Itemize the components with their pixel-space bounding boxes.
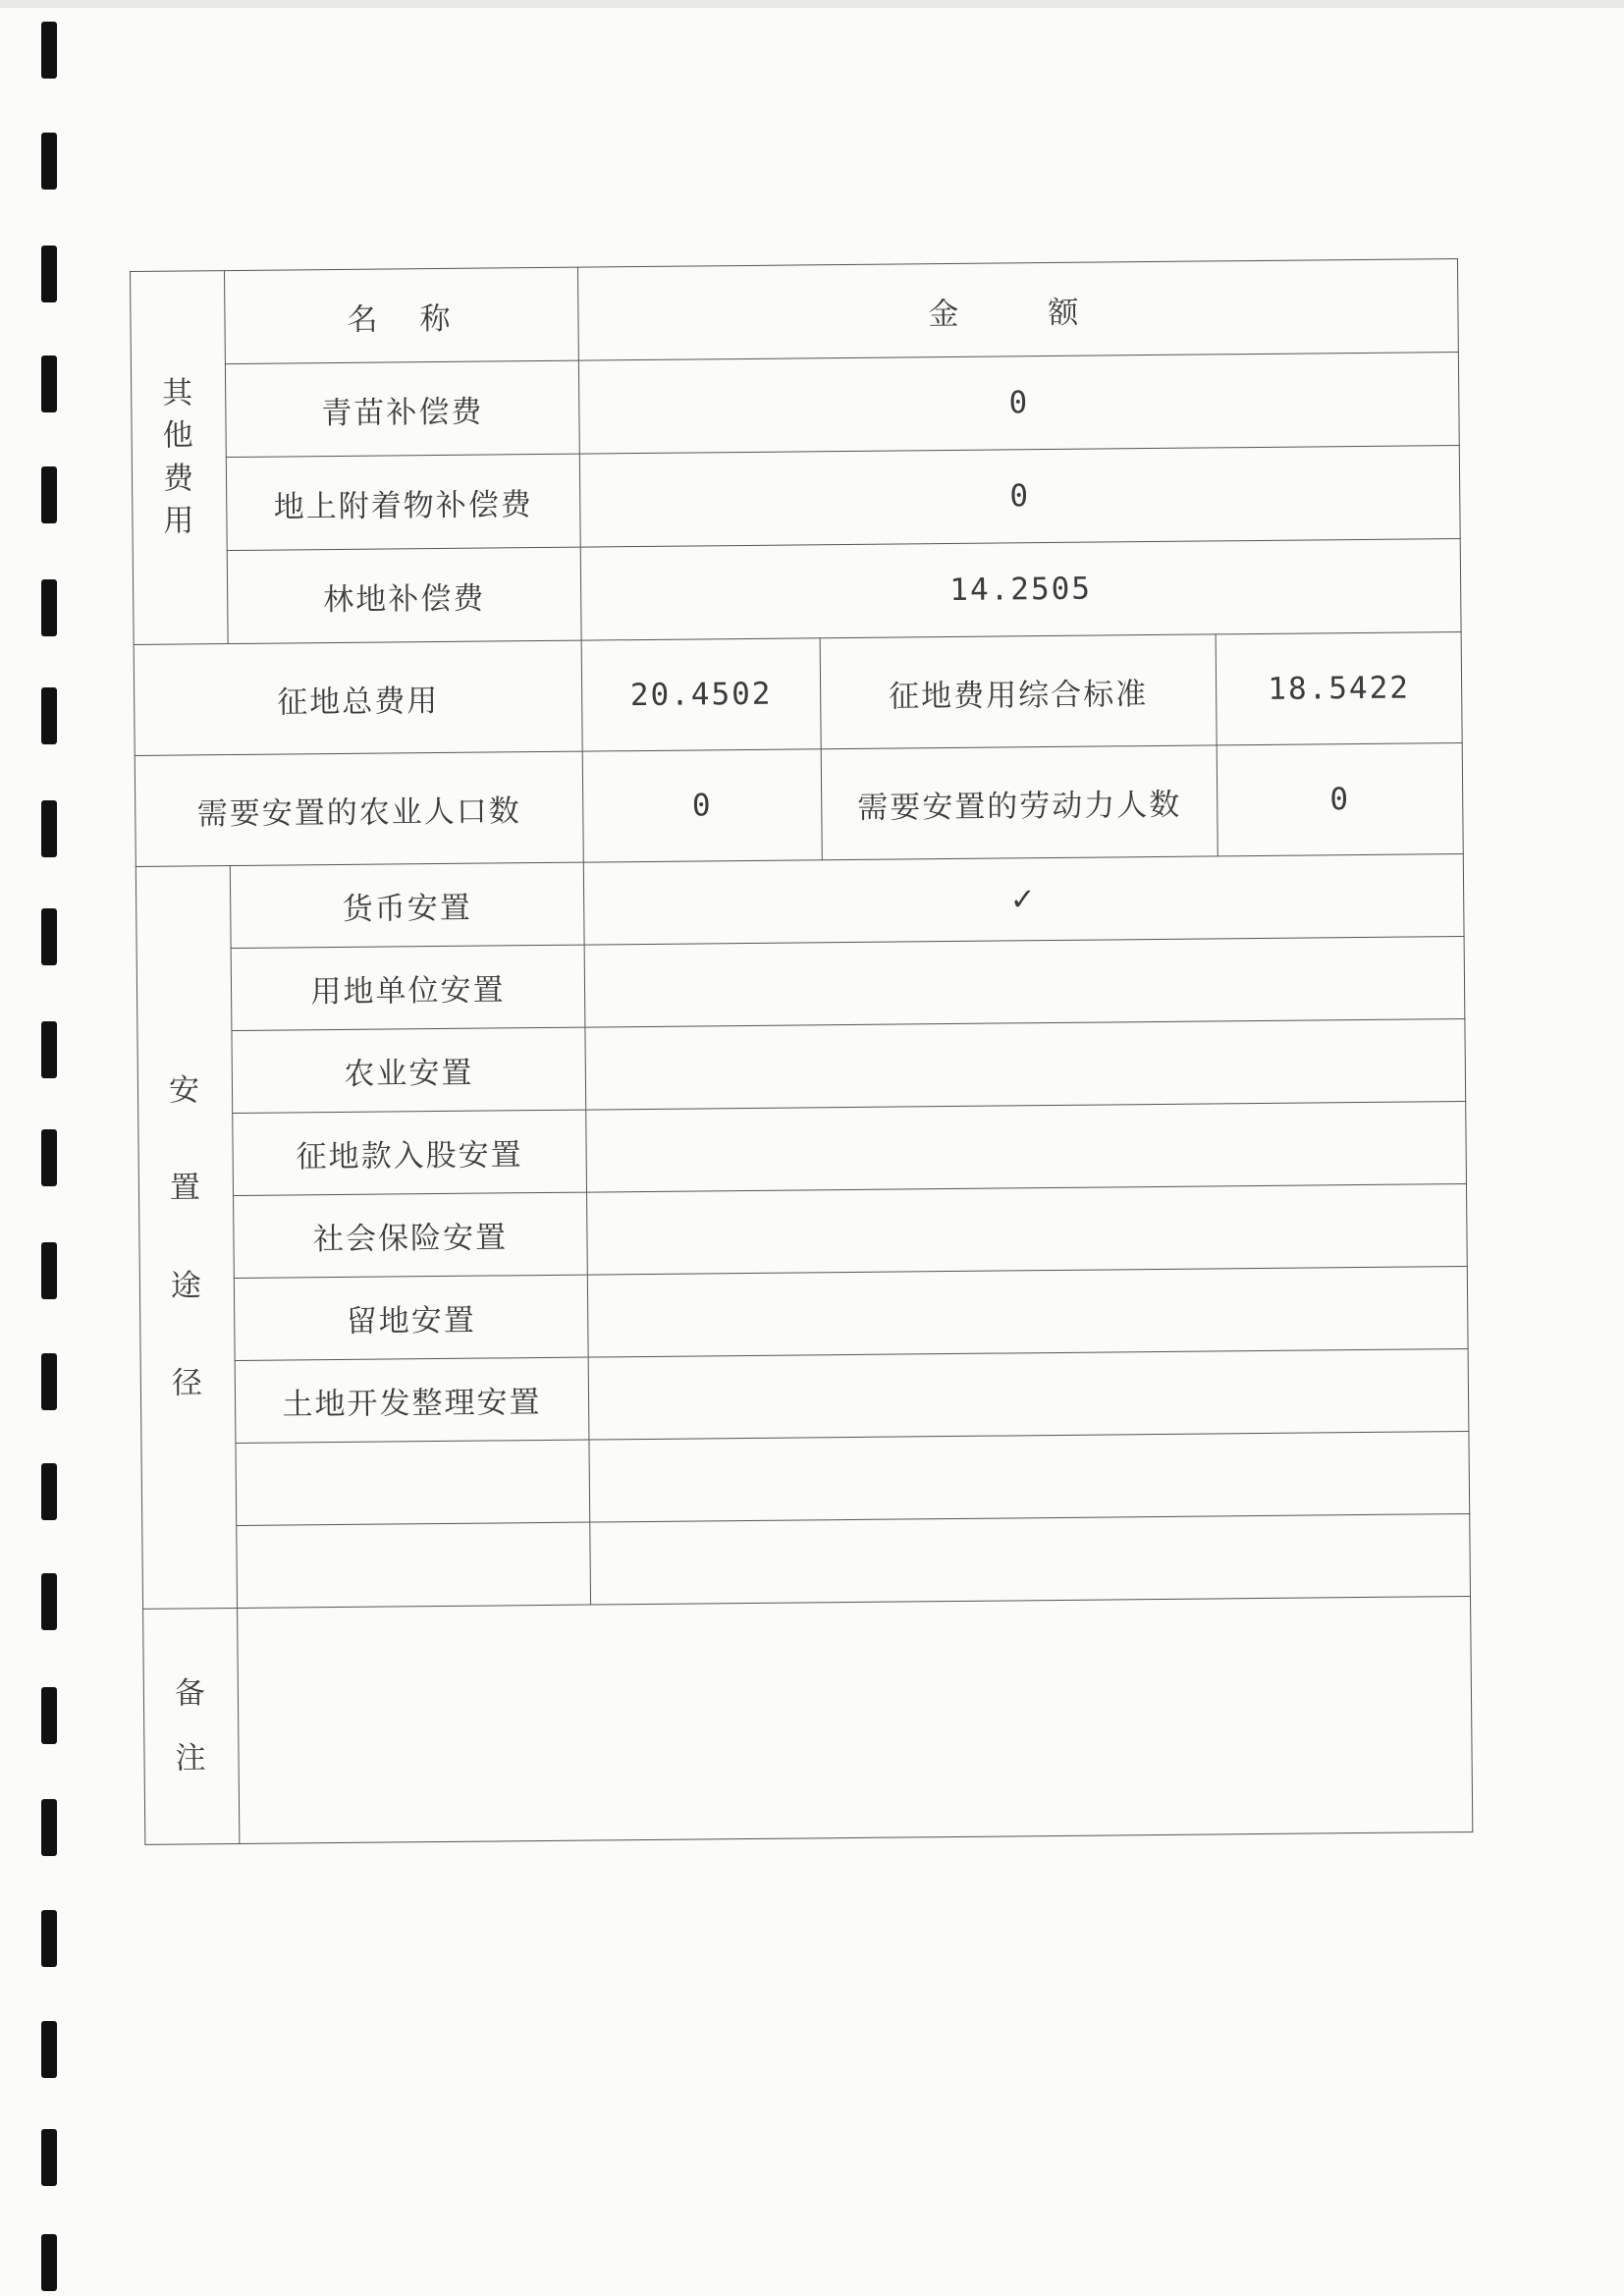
resettlement-method-value <box>587 1183 1468 1275</box>
agri-population-label: 需要安置的农业人口数 <box>135 751 583 866</box>
resettlement-method-value <box>589 1431 1470 1522</box>
other-fees-header-row <box>131 259 1459 365</box>
binding-hole <box>41 22 57 79</box>
binding-hole <box>41 2021 57 2078</box>
resettlement-row <box>135 853 1464 949</box>
binding-hole <box>41 1799 57 1856</box>
binding-hole <box>41 908 57 965</box>
section-label-char: 他 <box>162 417 195 454</box>
resettlement-row <box>139 1183 1468 1279</box>
resettlement-method-value <box>587 1266 1468 1357</box>
section-label-char: 径 <box>171 1365 205 1401</box>
resettlement-method-name: 征地款入股安置 <box>233 1110 587 1195</box>
standard-label: 征地费用综合标准 <box>820 634 1217 749</box>
total-cost-value: 20.4502 <box>581 638 821 751</box>
population-row <box>135 742 1463 866</box>
fee-amount: 0 <box>578 353 1459 455</box>
remarks-content <box>238 1596 1473 1843</box>
totals-row <box>134 631 1462 755</box>
binding-hole <box>41 246 57 302</box>
section-label-char: 安 <box>168 1072 202 1109</box>
fee-row <box>133 539 1461 645</box>
land-acquisition-form <box>130 258 1473 1845</box>
binding-hole <box>41 1242 57 1299</box>
section-label-char: 备 <box>174 1675 208 1712</box>
page-top-edge <box>0 0 1624 8</box>
resettlement-row <box>137 1018 1466 1114</box>
total-cost-label: 征地总费用 <box>134 640 582 755</box>
fee-amount: 14.2505 <box>580 539 1461 641</box>
section-label-char: 费 <box>162 460 196 497</box>
standard-value: 18.5422 <box>1216 631 1462 744</box>
remarks-section-label <box>143 1609 240 1845</box>
section-label-char: 用 <box>163 503 196 539</box>
binding-hole <box>41 1129 57 1186</box>
binding-hole <box>41 1573 57 1630</box>
amount-column-header: 金 额 <box>577 259 1458 361</box>
fee-name: 林地补偿费 <box>227 547 581 643</box>
name-column-header: 名 称 <box>225 267 579 363</box>
binding-hole <box>41 1021 57 1078</box>
binding-hole <box>41 1353 57 1410</box>
labor-count-value: 0 <box>1217 742 1463 855</box>
resettlement-method-value <box>586 1101 1467 1192</box>
binding-hole <box>41 1910 57 1967</box>
resettlement-row-blank <box>141 1431 1470 1526</box>
binding-hole <box>41 2129 57 2186</box>
fee-row <box>132 446 1460 552</box>
fee-row <box>131 353 1459 459</box>
resettlement-method-name: 用地单位安置 <box>231 945 585 1030</box>
section-label-char: 置 <box>169 1170 203 1206</box>
fee-name: 地上附着物补偿费 <box>226 454 580 550</box>
remarks-row <box>143 1596 1473 1844</box>
resettlement-row-blank <box>142 1513 1471 1609</box>
section-label-char: 注 <box>175 1739 208 1777</box>
binding-hole <box>41 355 57 412</box>
agri-population-value: 0 <box>582 749 822 862</box>
resettlement-section-label <box>135 866 237 1610</box>
resettlement-row <box>138 1101 1467 1196</box>
binding-hole <box>41 1463 57 1520</box>
binding-hole <box>41 800 57 857</box>
section-label-char: 途 <box>170 1267 204 1304</box>
resettlement-method-name: 农业安置 <box>232 1027 586 1113</box>
binding-hole <box>41 1687 57 1744</box>
section-label-char: 其 <box>162 375 195 411</box>
resettlement-method-value <box>585 1018 1466 1110</box>
resettlement-method-name: 货币安置 <box>230 862 584 948</box>
binding-hole <box>41 466 57 523</box>
resettlement-method-name <box>237 1522 591 1608</box>
binding-holes <box>37 0 67 2296</box>
resettlement-method-value <box>590 1513 1471 1605</box>
resettlement-row <box>136 936 1465 1031</box>
binding-hole <box>41 579 57 636</box>
fee-amount: 0 <box>579 446 1460 548</box>
resettlement-method-name: 土地开发整理安置 <box>235 1357 589 1443</box>
binding-hole <box>41 133 57 190</box>
resettlement-method-name <box>236 1440 590 1525</box>
labor-count-label: 需要安置的劳动力人数 <box>821 745 1218 860</box>
resettlement-row <box>139 1266 1468 1361</box>
resettlement-method-name: 留地安置 <box>234 1275 588 1360</box>
checkmark-icon: ✓ <box>583 853 1464 945</box>
fee-name: 青苗补偿费 <box>225 360 579 457</box>
resettlement-method-value <box>588 1348 1469 1440</box>
resettlement-method-value <box>584 936 1465 1027</box>
resettlement-row <box>140 1348 1469 1444</box>
resettlement-method-name: 社会保险安置 <box>234 1192 588 1278</box>
other-fees-section-label <box>131 271 229 645</box>
binding-hole <box>41 2234 57 2291</box>
binding-hole <box>41 687 57 744</box>
